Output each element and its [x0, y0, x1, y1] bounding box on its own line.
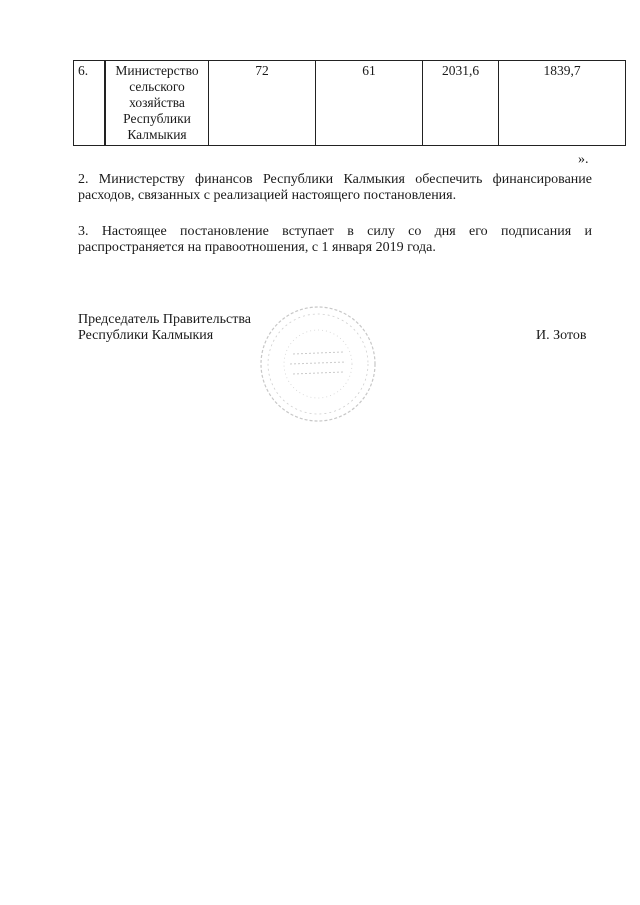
value-cell-2: 61	[316, 61, 423, 146]
signatory-name: И. Зотов	[536, 328, 587, 343]
value-cell-3: 2031,6	[423, 61, 499, 146]
signatory-title-line-2: Республики Калмыкия	[78, 328, 214, 343]
paragraph-2: 2. Министерству финансов Республики Калмыкия обеспечить финансирование расходов, связанных с реализацией настоящего постановления.	[78, 172, 592, 203]
paragraph-3: 3. Настоящее постановление вступает в силу со дня его подписания и распространяется на правоотношения, с 1 января 2019 года.	[78, 224, 592, 255]
signatory-title-line-1: Председатель Правительства	[78, 312, 251, 327]
table-row	[74, 61, 626, 146]
ministry-name-line: сельского	[129, 79, 185, 94]
ministry-name-line: Министерство	[115, 63, 199, 78]
signatory-title	[78, 312, 251, 344]
ministry-name-line: хозяйства	[129, 95, 185, 110]
value-cell-4: 1839,7	[499, 61, 626, 146]
value-cell-1: 72	[209, 61, 316, 146]
data-table	[73, 60, 626, 146]
row-number: 6.	[74, 61, 106, 146]
official-seal-stamp	[258, 304, 378, 424]
ministry-name-cell	[105, 61, 209, 146]
ministry-name-line: Калмыкия	[127, 127, 187, 142]
closing-quote: ».	[578, 152, 589, 167]
ministry-name-line: Республики	[123, 111, 191, 126]
